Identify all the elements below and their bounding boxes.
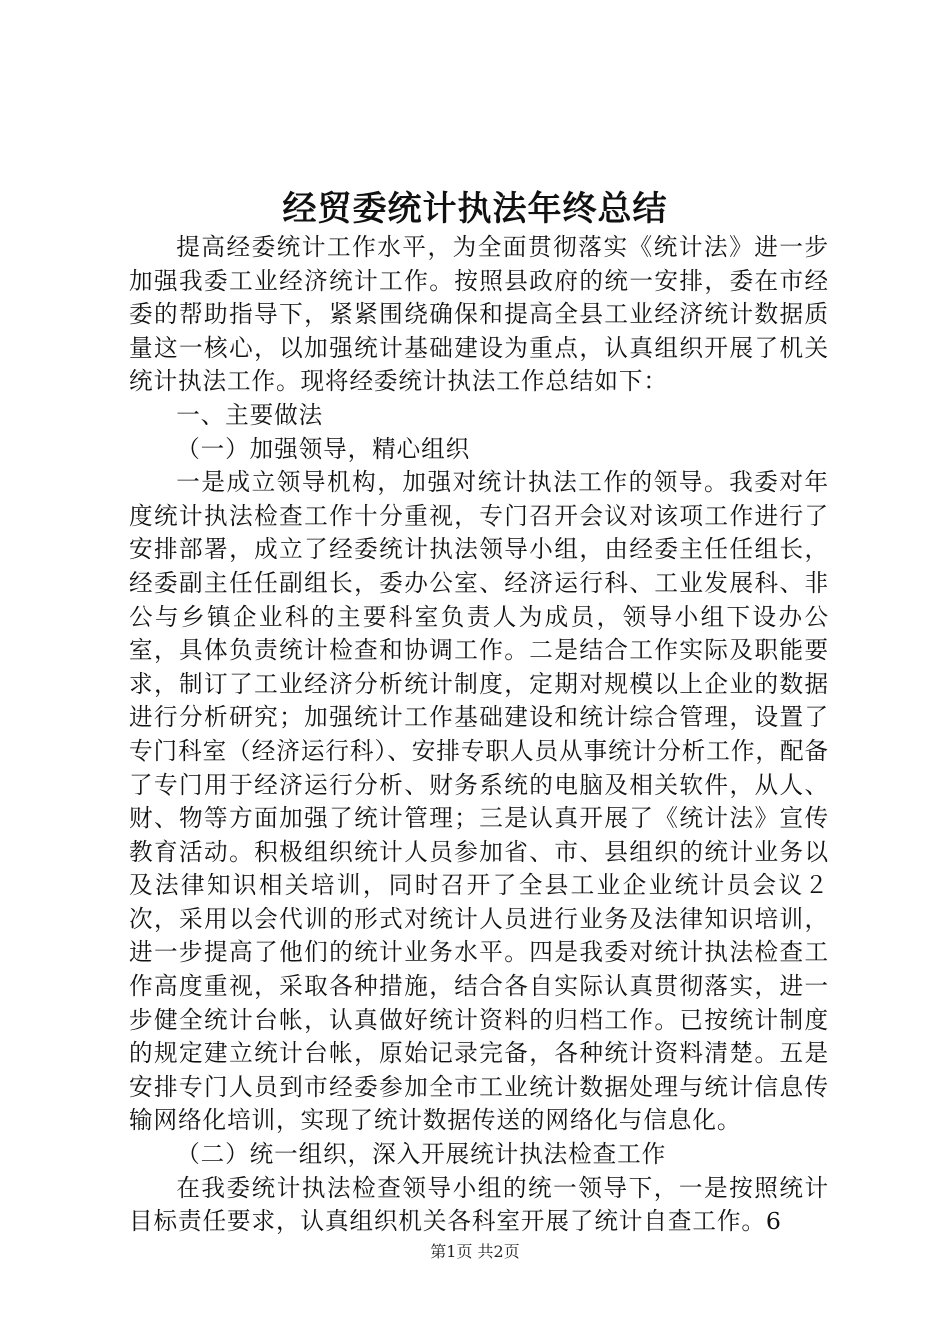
subsection-heading-inspection: （二）统一组织，深入开展统计执法检查工作 [176,1140,667,1169]
document-title: 经贸委统计执法年终总结 [282,189,668,229]
subsection-heading-leadership: （一）加强领导，精心组织 [176,434,471,463]
page-footer: 第1页 共2页 [430,1242,520,1261]
paragraph-inspection-details: 在我委统计执法检查领导小组的统一领导下，一是按照统计目标责任要求，认真组织机关各科室开展了统计自查工作。6 [129,1173,829,1236]
document-body [129,231,829,1239]
paragraph-leadership-details: 一是成立领导机构，加强对统计执法工作的领导。我委对年度统计执法检查工作十分重视，专门召开会议对该项工作进行了安排部署，成立了经委统计执法领导小组，由经委主任任组长，经委副主任任副组长，委办公室、经济运行科、工业发展科、非公与乡镇企业科的主要科室负责人为成员，领导小组下设办公室，具体负责统计检查和协调工作。二是结合工作实际及职能要求，制订了工业经济分析统计制度，定期对规模以上企业的数据进行分析研究；加强统计工作基础建设和统计综合管理，设置了专门科室（经济运行科）、安排专职人员从事统计分析工作，配备了专门用于经济运行分析、财务系统的电脑及相关软件，从人、财、物等方面加强了统计管理；三是认真开展了《统计法》宣传教育活动。积极组织统计人员参加省、市、县组织的统计业务以及法律知识相关培训，同时召开了全县工业企业统计员会议２次，采用以会代训的形式对统计人员进行业务及法律知识培训，进一步提高了他们的统计业务水平。四是我委对统计执法检查工作高度重视，采取各种措施，结合各自实际认真贯彻落实，进一步健全统计台帐，认真做好统计资料的归档工作。已按统计制度的规定建立统计台帐，原始记录完备，各种统计资料清楚。五是安排专门人员到市经委参加全市工业统计数据处理与统计信息传输网络化培训，实现了统计数据传送的网络化与信息化。 [129,468,829,1135]
paragraph-intro: 提高经委统计工作水平，为全面贯彻落实《统计法》进一步加强我委工业经济统计工作。按照县政府的统一安排，委在市经委的帮助指导下，紧紧围绕确保和提高全县工业经济统计数据质量这一核心，以加强统计基础建设为重点，认真组织开展了机关统计执法工作。现将经委统计执法工作总结如下： [129,233,829,396]
section-heading-main-practices: 一、主要做法 [176,400,324,429]
